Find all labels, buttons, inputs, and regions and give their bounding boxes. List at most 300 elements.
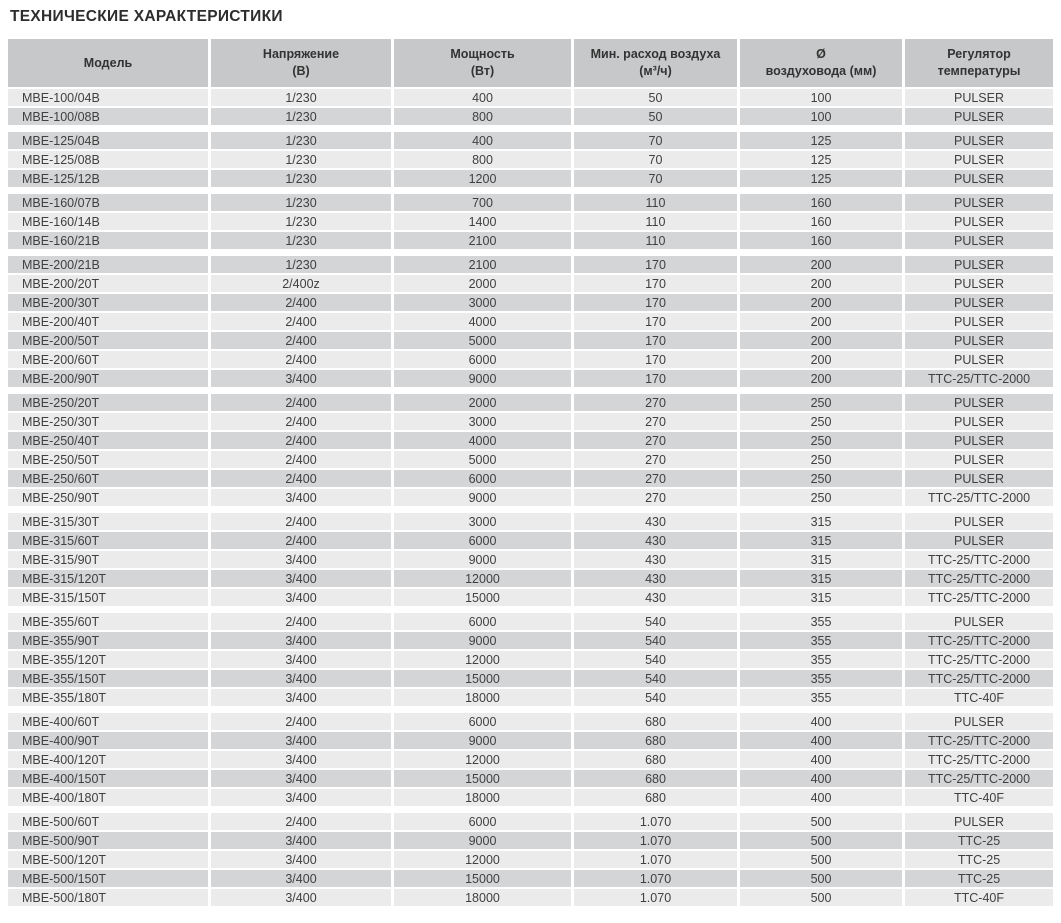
regulator-cell: PULSER bbox=[902, 313, 1053, 332]
airflow-cell: 1.070 bbox=[571, 832, 737, 851]
voltage-cell: 1/230 bbox=[208, 194, 391, 213]
power-cell: 3000 bbox=[391, 513, 571, 532]
model-cell: MBE-250/20T bbox=[8, 394, 208, 413]
diameter-cell: 400 bbox=[737, 751, 902, 770]
regulator-cell: TTC-40F bbox=[902, 689, 1053, 708]
table-row bbox=[8, 513, 1053, 532]
diameter-cell: 160 bbox=[737, 232, 902, 251]
table-row bbox=[8, 394, 1053, 413]
diameter-cell: 200 bbox=[737, 332, 902, 351]
regulator-cell: PULSER bbox=[902, 532, 1053, 551]
model-cell: MBE-100/04B bbox=[8, 89, 208, 108]
regulator-cell: PULSER bbox=[902, 170, 1053, 189]
table-row bbox=[8, 213, 1053, 232]
voltage-cell: 3/400 bbox=[208, 651, 391, 670]
model-cell: MBE-250/40T bbox=[8, 432, 208, 451]
model-cell: MBE-500/150T bbox=[8, 870, 208, 889]
table-row bbox=[8, 470, 1053, 489]
col-header-voltage bbox=[208, 39, 391, 89]
diameter-cell: 200 bbox=[737, 256, 902, 275]
model-cell: MBE-355/120T bbox=[8, 651, 208, 670]
table-body bbox=[8, 89, 1053, 908]
power-cell: 800 bbox=[391, 108, 571, 127]
regulator-cell: PULSER bbox=[902, 132, 1053, 151]
regulator-cell: PULSER bbox=[902, 332, 1053, 351]
table-row bbox=[8, 551, 1053, 570]
diameter-cell: 100 bbox=[737, 89, 902, 108]
airflow-cell: 50 bbox=[571, 108, 737, 127]
model-cell: MBE-500/90T bbox=[8, 832, 208, 851]
diameter-cell: 400 bbox=[737, 770, 902, 789]
model-cell: MBE-125/08B bbox=[8, 151, 208, 170]
voltage-cell: 2/400 bbox=[208, 513, 391, 532]
diameter-cell: 250 bbox=[737, 432, 902, 451]
table-row bbox=[8, 632, 1053, 651]
airflow-cell: 1.070 bbox=[571, 813, 737, 832]
power-cell: 9000 bbox=[391, 632, 571, 651]
table-row bbox=[8, 108, 1053, 127]
diameter-cell: 100 bbox=[737, 108, 902, 127]
airflow-cell: 110 bbox=[571, 194, 737, 213]
model-cell: MBE-200/30T bbox=[8, 294, 208, 313]
airflow-cell: 680 bbox=[571, 770, 737, 789]
col-header-sub: (В) bbox=[292, 64, 310, 78]
power-cell: 6000 bbox=[391, 470, 571, 489]
voltage-cell: 3/400 bbox=[208, 670, 391, 689]
voltage-cell: 2/400 bbox=[208, 313, 391, 332]
power-cell: 18000 bbox=[391, 689, 571, 708]
voltage-cell: 2/400 bbox=[208, 332, 391, 351]
model-cell: MBE-355/90T bbox=[8, 632, 208, 651]
regulator-cell: PULSER bbox=[902, 351, 1053, 370]
power-cell: 3000 bbox=[391, 294, 571, 313]
table-row bbox=[8, 294, 1053, 313]
voltage-cell: 2/400 bbox=[208, 294, 391, 313]
voltage-cell: 2/400 bbox=[208, 470, 391, 489]
model-cell: MBE-400/60T bbox=[8, 713, 208, 732]
regulator-cell: TTC-40F bbox=[902, 789, 1053, 808]
power-cell: 6000 bbox=[391, 532, 571, 551]
voltage-cell: 3/400 bbox=[208, 851, 391, 870]
voltage-cell: 3/400 bbox=[208, 589, 391, 608]
voltage-cell: 2/400 bbox=[208, 813, 391, 832]
airflow-cell: 70 bbox=[571, 151, 737, 170]
model-cell: MBE-250/30T bbox=[8, 413, 208, 432]
airflow-cell: 270 bbox=[571, 432, 737, 451]
model-cell: MBE-200/20T bbox=[8, 275, 208, 294]
regulator-cell: PULSER bbox=[902, 232, 1053, 251]
regulator-cell: PULSER bbox=[902, 89, 1053, 108]
airflow-cell: 540 bbox=[571, 670, 737, 689]
col-header-label: Мощность bbox=[450, 47, 515, 61]
model-cell: MBE-315/150T bbox=[8, 589, 208, 608]
power-cell: 4000 bbox=[391, 313, 571, 332]
power-cell: 12000 bbox=[391, 751, 571, 770]
model-cell: MBE-500/120T bbox=[8, 851, 208, 870]
table-row bbox=[8, 713, 1053, 732]
regulator-cell: PULSER bbox=[902, 275, 1053, 294]
model-cell: MBE-125/12B bbox=[8, 170, 208, 189]
regulator-cell: TTC-25/TTC-2000 bbox=[902, 651, 1053, 670]
voltage-cell: 3/400 bbox=[208, 870, 391, 889]
regulator-cell: PULSER bbox=[902, 256, 1053, 275]
regulator-cell: PULSER bbox=[902, 294, 1053, 313]
diameter-cell: 200 bbox=[737, 351, 902, 370]
airflow-cell: 680 bbox=[571, 732, 737, 751]
regulator-cell: TTC-25/TTC-2000 bbox=[902, 632, 1053, 651]
diameter-cell: 500 bbox=[737, 813, 902, 832]
airflow-cell: 270 bbox=[571, 489, 737, 508]
voltage-cell: 2/400 bbox=[208, 413, 391, 432]
voltage-cell: 3/400 bbox=[208, 832, 391, 851]
regulator-cell: TTC-25/TTC-2000 bbox=[902, 370, 1053, 389]
diameter-cell: 400 bbox=[737, 789, 902, 808]
diameter-cell: 315 bbox=[737, 570, 902, 589]
power-cell: 1200 bbox=[391, 170, 571, 189]
model-cell: MBE-500/180T bbox=[8, 889, 208, 908]
specs-table bbox=[8, 39, 1053, 908]
airflow-cell: 170 bbox=[571, 332, 737, 351]
power-cell: 12000 bbox=[391, 651, 571, 670]
header-row bbox=[8, 39, 1053, 89]
table-row bbox=[8, 194, 1053, 213]
model-cell: MBE-400/120T bbox=[8, 751, 208, 770]
table-row bbox=[8, 832, 1053, 851]
power-cell: 6000 bbox=[391, 351, 571, 370]
airflow-cell: 430 bbox=[571, 513, 737, 532]
col-header-sub: температуры bbox=[937, 64, 1021, 78]
regulator-cell: TTC-40F bbox=[902, 889, 1053, 908]
voltage-cell: 3/400 bbox=[208, 689, 391, 708]
regulator-cell: TTC-25/TTC-2000 bbox=[902, 489, 1053, 508]
diameter-cell: 355 bbox=[737, 632, 902, 651]
table-row bbox=[8, 275, 1053, 294]
voltage-cell: 2/400 bbox=[208, 432, 391, 451]
power-cell: 2100 bbox=[391, 256, 571, 275]
col-header-duct-diameter bbox=[737, 39, 902, 89]
airflow-cell: 540 bbox=[571, 689, 737, 708]
voltage-cell: 1/230 bbox=[208, 108, 391, 127]
voltage-cell: 3/400 bbox=[208, 551, 391, 570]
table-row bbox=[8, 789, 1053, 808]
airflow-cell: 540 bbox=[571, 632, 737, 651]
model-cell: MBE-500/60T bbox=[8, 813, 208, 832]
page-title: ТЕХНИЧЕСКИЕ ХАРАКТЕРИСТИКИ bbox=[10, 8, 283, 25]
diameter-cell: 355 bbox=[737, 670, 902, 689]
regulator-cell: PULSER bbox=[902, 451, 1053, 470]
col-header-label: Напряжение bbox=[262, 47, 340, 61]
power-cell: 4000 bbox=[391, 432, 571, 451]
power-cell: 18000 bbox=[391, 789, 571, 808]
diameter-cell: 400 bbox=[737, 713, 902, 732]
diameter-cell: 315 bbox=[737, 551, 902, 570]
voltage-cell: 1/230 bbox=[208, 170, 391, 189]
table-row bbox=[8, 370, 1053, 389]
model-cell: MBE-200/50T bbox=[8, 332, 208, 351]
regulator-cell: PULSER bbox=[902, 470, 1053, 489]
power-cell: 15000 bbox=[391, 670, 571, 689]
voltage-cell: 3/400 bbox=[208, 732, 391, 751]
table-row bbox=[8, 651, 1053, 670]
table-row bbox=[8, 151, 1053, 170]
col-header-label: Модель bbox=[83, 55, 133, 70]
airflow-cell: 70 bbox=[571, 132, 737, 151]
table-row bbox=[8, 351, 1053, 370]
power-cell: 400 bbox=[391, 132, 571, 151]
table-row bbox=[8, 332, 1053, 351]
voltage-cell: 2/400 bbox=[208, 713, 391, 732]
voltage-cell: 2/400 bbox=[208, 613, 391, 632]
airflow-cell: 430 bbox=[571, 589, 737, 608]
voltage-cell: 2/400 bbox=[208, 394, 391, 413]
power-cell: 800 bbox=[391, 151, 571, 170]
regulator-cell: TTC-25/TTC-2000 bbox=[902, 589, 1053, 608]
diameter-cell: 500 bbox=[737, 832, 902, 851]
power-cell: 9000 bbox=[391, 370, 571, 389]
col-header-min-airflow bbox=[571, 39, 737, 89]
model-cell: MBE-250/90T bbox=[8, 489, 208, 508]
table-row bbox=[8, 489, 1053, 508]
table-row bbox=[8, 670, 1053, 689]
diameter-cell: 250 bbox=[737, 489, 902, 508]
power-cell: 2000 bbox=[391, 394, 571, 413]
regulator-cell: PULSER bbox=[902, 813, 1053, 832]
voltage-cell: 3/400 bbox=[208, 489, 391, 508]
airflow-cell: 170 bbox=[571, 313, 737, 332]
regulator-cell: PULSER bbox=[902, 213, 1053, 232]
table-row bbox=[8, 770, 1053, 789]
diameter-cell: 400 bbox=[737, 732, 902, 751]
col-header-label: Ø bbox=[816, 47, 826, 61]
model-cell: MBE-355/180T bbox=[8, 689, 208, 708]
airflow-cell: 1.070 bbox=[571, 889, 737, 908]
diameter-cell: 200 bbox=[737, 313, 902, 332]
voltage-cell: 3/400 bbox=[208, 570, 391, 589]
col-header-label: Регулятор bbox=[947, 47, 1011, 61]
power-cell: 9000 bbox=[391, 551, 571, 570]
col-header-sub: (Вт) bbox=[470, 64, 495, 78]
power-cell: 2000 bbox=[391, 275, 571, 294]
airflow-cell: 170 bbox=[571, 256, 737, 275]
airflow-cell: 680 bbox=[571, 751, 737, 770]
power-cell: 9000 bbox=[391, 832, 571, 851]
voltage-cell: 1/230 bbox=[208, 213, 391, 232]
airflow-cell: 110 bbox=[571, 232, 737, 251]
diameter-cell: 500 bbox=[737, 889, 902, 908]
airflow-cell: 170 bbox=[571, 351, 737, 370]
voltage-cell: 3/400 bbox=[208, 770, 391, 789]
table-row bbox=[8, 851, 1053, 870]
col-header-power bbox=[391, 39, 571, 89]
model-cell: MBE-200/90T bbox=[8, 370, 208, 389]
power-cell: 1400 bbox=[391, 213, 571, 232]
table-row bbox=[8, 89, 1053, 108]
diameter-cell: 200 bbox=[737, 370, 902, 389]
diameter-cell: 315 bbox=[737, 532, 902, 551]
voltage-cell: 1/230 bbox=[208, 132, 391, 151]
regulator-cell: TTC-25 bbox=[902, 832, 1053, 851]
table-row bbox=[8, 313, 1053, 332]
table-row bbox=[8, 413, 1053, 432]
diameter-cell: 355 bbox=[737, 613, 902, 632]
regulator-cell: TTC-25/TTC-2000 bbox=[902, 551, 1053, 570]
table-row bbox=[8, 451, 1053, 470]
diameter-cell: 355 bbox=[737, 689, 902, 708]
table-row bbox=[8, 132, 1053, 151]
model-cell: MBE-355/150T bbox=[8, 670, 208, 689]
power-cell: 6000 bbox=[391, 713, 571, 732]
table-header bbox=[8, 39, 1053, 89]
diameter-cell: 200 bbox=[737, 294, 902, 313]
diameter-cell: 250 bbox=[737, 451, 902, 470]
diameter-cell: 125 bbox=[737, 170, 902, 189]
airflow-cell: 270 bbox=[571, 470, 737, 489]
model-cell: MBE-200/60T bbox=[8, 351, 208, 370]
col-header-sub: (м³/ч) bbox=[639, 64, 672, 78]
airflow-cell: 430 bbox=[571, 551, 737, 570]
voltage-cell: 3/400 bbox=[208, 889, 391, 908]
diameter-cell: 250 bbox=[737, 470, 902, 489]
table-row bbox=[8, 170, 1053, 189]
voltage-cell: 3/400 bbox=[208, 789, 391, 808]
regulator-cell: PULSER bbox=[902, 613, 1053, 632]
regulator-cell: TTC-25/TTC-2000 bbox=[902, 751, 1053, 770]
voltage-cell: 2/400 bbox=[208, 532, 391, 551]
table-row bbox=[8, 689, 1053, 708]
col-header-sub: воздуховода (мм) bbox=[765, 64, 877, 78]
power-cell: 18000 bbox=[391, 889, 571, 908]
table-row bbox=[8, 570, 1053, 589]
airflow-cell: 270 bbox=[571, 413, 737, 432]
airflow-cell: 540 bbox=[571, 651, 737, 670]
model-cell: MBE-400/90T bbox=[8, 732, 208, 751]
regulator-cell: PULSER bbox=[902, 513, 1053, 532]
power-cell: 6000 bbox=[391, 613, 571, 632]
power-cell: 400 bbox=[391, 89, 571, 108]
model-cell: MBE-160/07B bbox=[8, 194, 208, 213]
table-row bbox=[8, 889, 1053, 908]
col-header-temp-regulator bbox=[902, 39, 1053, 89]
power-cell: 12000 bbox=[391, 851, 571, 870]
diameter-cell: 125 bbox=[737, 132, 902, 151]
diameter-cell: 500 bbox=[737, 851, 902, 870]
airflow-cell: 170 bbox=[571, 370, 737, 389]
regulator-cell: PULSER bbox=[902, 108, 1053, 127]
regulator-cell: PULSER bbox=[902, 194, 1053, 213]
voltage-cell: 3/400 bbox=[208, 370, 391, 389]
power-cell: 5000 bbox=[391, 451, 571, 470]
voltage-cell: 2/400 bbox=[208, 451, 391, 470]
regulator-cell: TTC-25 bbox=[902, 851, 1053, 870]
model-cell: MBE-160/21B bbox=[8, 232, 208, 251]
diameter-cell: 160 bbox=[737, 213, 902, 232]
regulator-cell: PULSER bbox=[902, 432, 1053, 451]
airflow-cell: 170 bbox=[571, 294, 737, 313]
power-cell: 15000 bbox=[391, 770, 571, 789]
voltage-cell: 2/400 bbox=[208, 351, 391, 370]
voltage-cell: 1/230 bbox=[208, 151, 391, 170]
diameter-cell: 250 bbox=[737, 394, 902, 413]
regulator-cell: PULSER bbox=[902, 394, 1053, 413]
airflow-cell: 270 bbox=[571, 394, 737, 413]
voltage-cell: 1/230 bbox=[208, 232, 391, 251]
model-cell: MBE-200/40T bbox=[8, 313, 208, 332]
regulator-cell: TTC-25/TTC-2000 bbox=[902, 570, 1053, 589]
diameter-cell: 160 bbox=[737, 194, 902, 213]
airflow-cell: 430 bbox=[571, 570, 737, 589]
power-cell: 700 bbox=[391, 194, 571, 213]
diameter-cell: 250 bbox=[737, 413, 902, 432]
airflow-cell: 680 bbox=[571, 789, 737, 808]
col-header-model bbox=[8, 39, 208, 89]
model-cell: MBE-315/60T bbox=[8, 532, 208, 551]
table-row bbox=[8, 256, 1053, 275]
power-cell: 12000 bbox=[391, 570, 571, 589]
regulator-cell: TTC-25/TTC-2000 bbox=[902, 670, 1053, 689]
model-cell: MBE-355/60T bbox=[8, 613, 208, 632]
power-cell: 2100 bbox=[391, 232, 571, 251]
diameter-cell: 125 bbox=[737, 151, 902, 170]
airflow-cell: 110 bbox=[571, 213, 737, 232]
diameter-cell: 200 bbox=[737, 275, 902, 294]
diameter-cell: 500 bbox=[737, 870, 902, 889]
airflow-cell: 170 bbox=[571, 275, 737, 294]
table-row bbox=[8, 813, 1053, 832]
airflow-cell: 70 bbox=[571, 170, 737, 189]
model-cell: MBE-250/60T bbox=[8, 470, 208, 489]
model-cell: MBE-400/150T bbox=[8, 770, 208, 789]
power-cell: 15000 bbox=[391, 870, 571, 889]
regulator-cell: PULSER bbox=[902, 713, 1053, 732]
model-cell: MBE-200/21B bbox=[8, 256, 208, 275]
voltage-cell: 1/230 bbox=[208, 89, 391, 108]
regulator-cell: TTC-25/TTC-2000 bbox=[902, 770, 1053, 789]
power-cell: 15000 bbox=[391, 589, 571, 608]
model-cell: MBE-160/14B bbox=[8, 213, 208, 232]
table-row bbox=[8, 751, 1053, 770]
power-cell: 6000 bbox=[391, 813, 571, 832]
airflow-cell: 270 bbox=[571, 451, 737, 470]
diameter-cell: 315 bbox=[737, 589, 902, 608]
airflow-cell: 1.070 bbox=[571, 870, 737, 889]
airflow-cell: 1.070 bbox=[571, 851, 737, 870]
voltage-cell: 3/400 bbox=[208, 632, 391, 651]
table-row bbox=[8, 870, 1053, 889]
table-row bbox=[8, 532, 1053, 551]
voltage-cell: 3/400 bbox=[208, 751, 391, 770]
power-cell: 9000 bbox=[391, 489, 571, 508]
power-cell: 5000 bbox=[391, 332, 571, 351]
model-cell: MBE-100/08B bbox=[8, 108, 208, 127]
table-row bbox=[8, 732, 1053, 751]
airflow-cell: 430 bbox=[571, 532, 737, 551]
table-row bbox=[8, 589, 1053, 608]
model-cell: MBE-315/30T bbox=[8, 513, 208, 532]
diameter-cell: 315 bbox=[737, 513, 902, 532]
table-row bbox=[8, 232, 1053, 251]
model-cell: MBE-315/90T bbox=[8, 551, 208, 570]
col-header-label: Мин. расход воздуха bbox=[590, 47, 721, 61]
diameter-cell: 355 bbox=[737, 651, 902, 670]
model-cell: MBE-125/04B bbox=[8, 132, 208, 151]
regulator-cell: PULSER bbox=[902, 151, 1053, 170]
regulator-cell: PULSER bbox=[902, 413, 1053, 432]
airflow-cell: 540 bbox=[571, 613, 737, 632]
regulator-cell: TTC-25/TTC-2000 bbox=[902, 732, 1053, 751]
airflow-cell: 680 bbox=[571, 713, 737, 732]
regulator-cell: TTC-25 bbox=[902, 870, 1053, 889]
power-cell: 9000 bbox=[391, 732, 571, 751]
